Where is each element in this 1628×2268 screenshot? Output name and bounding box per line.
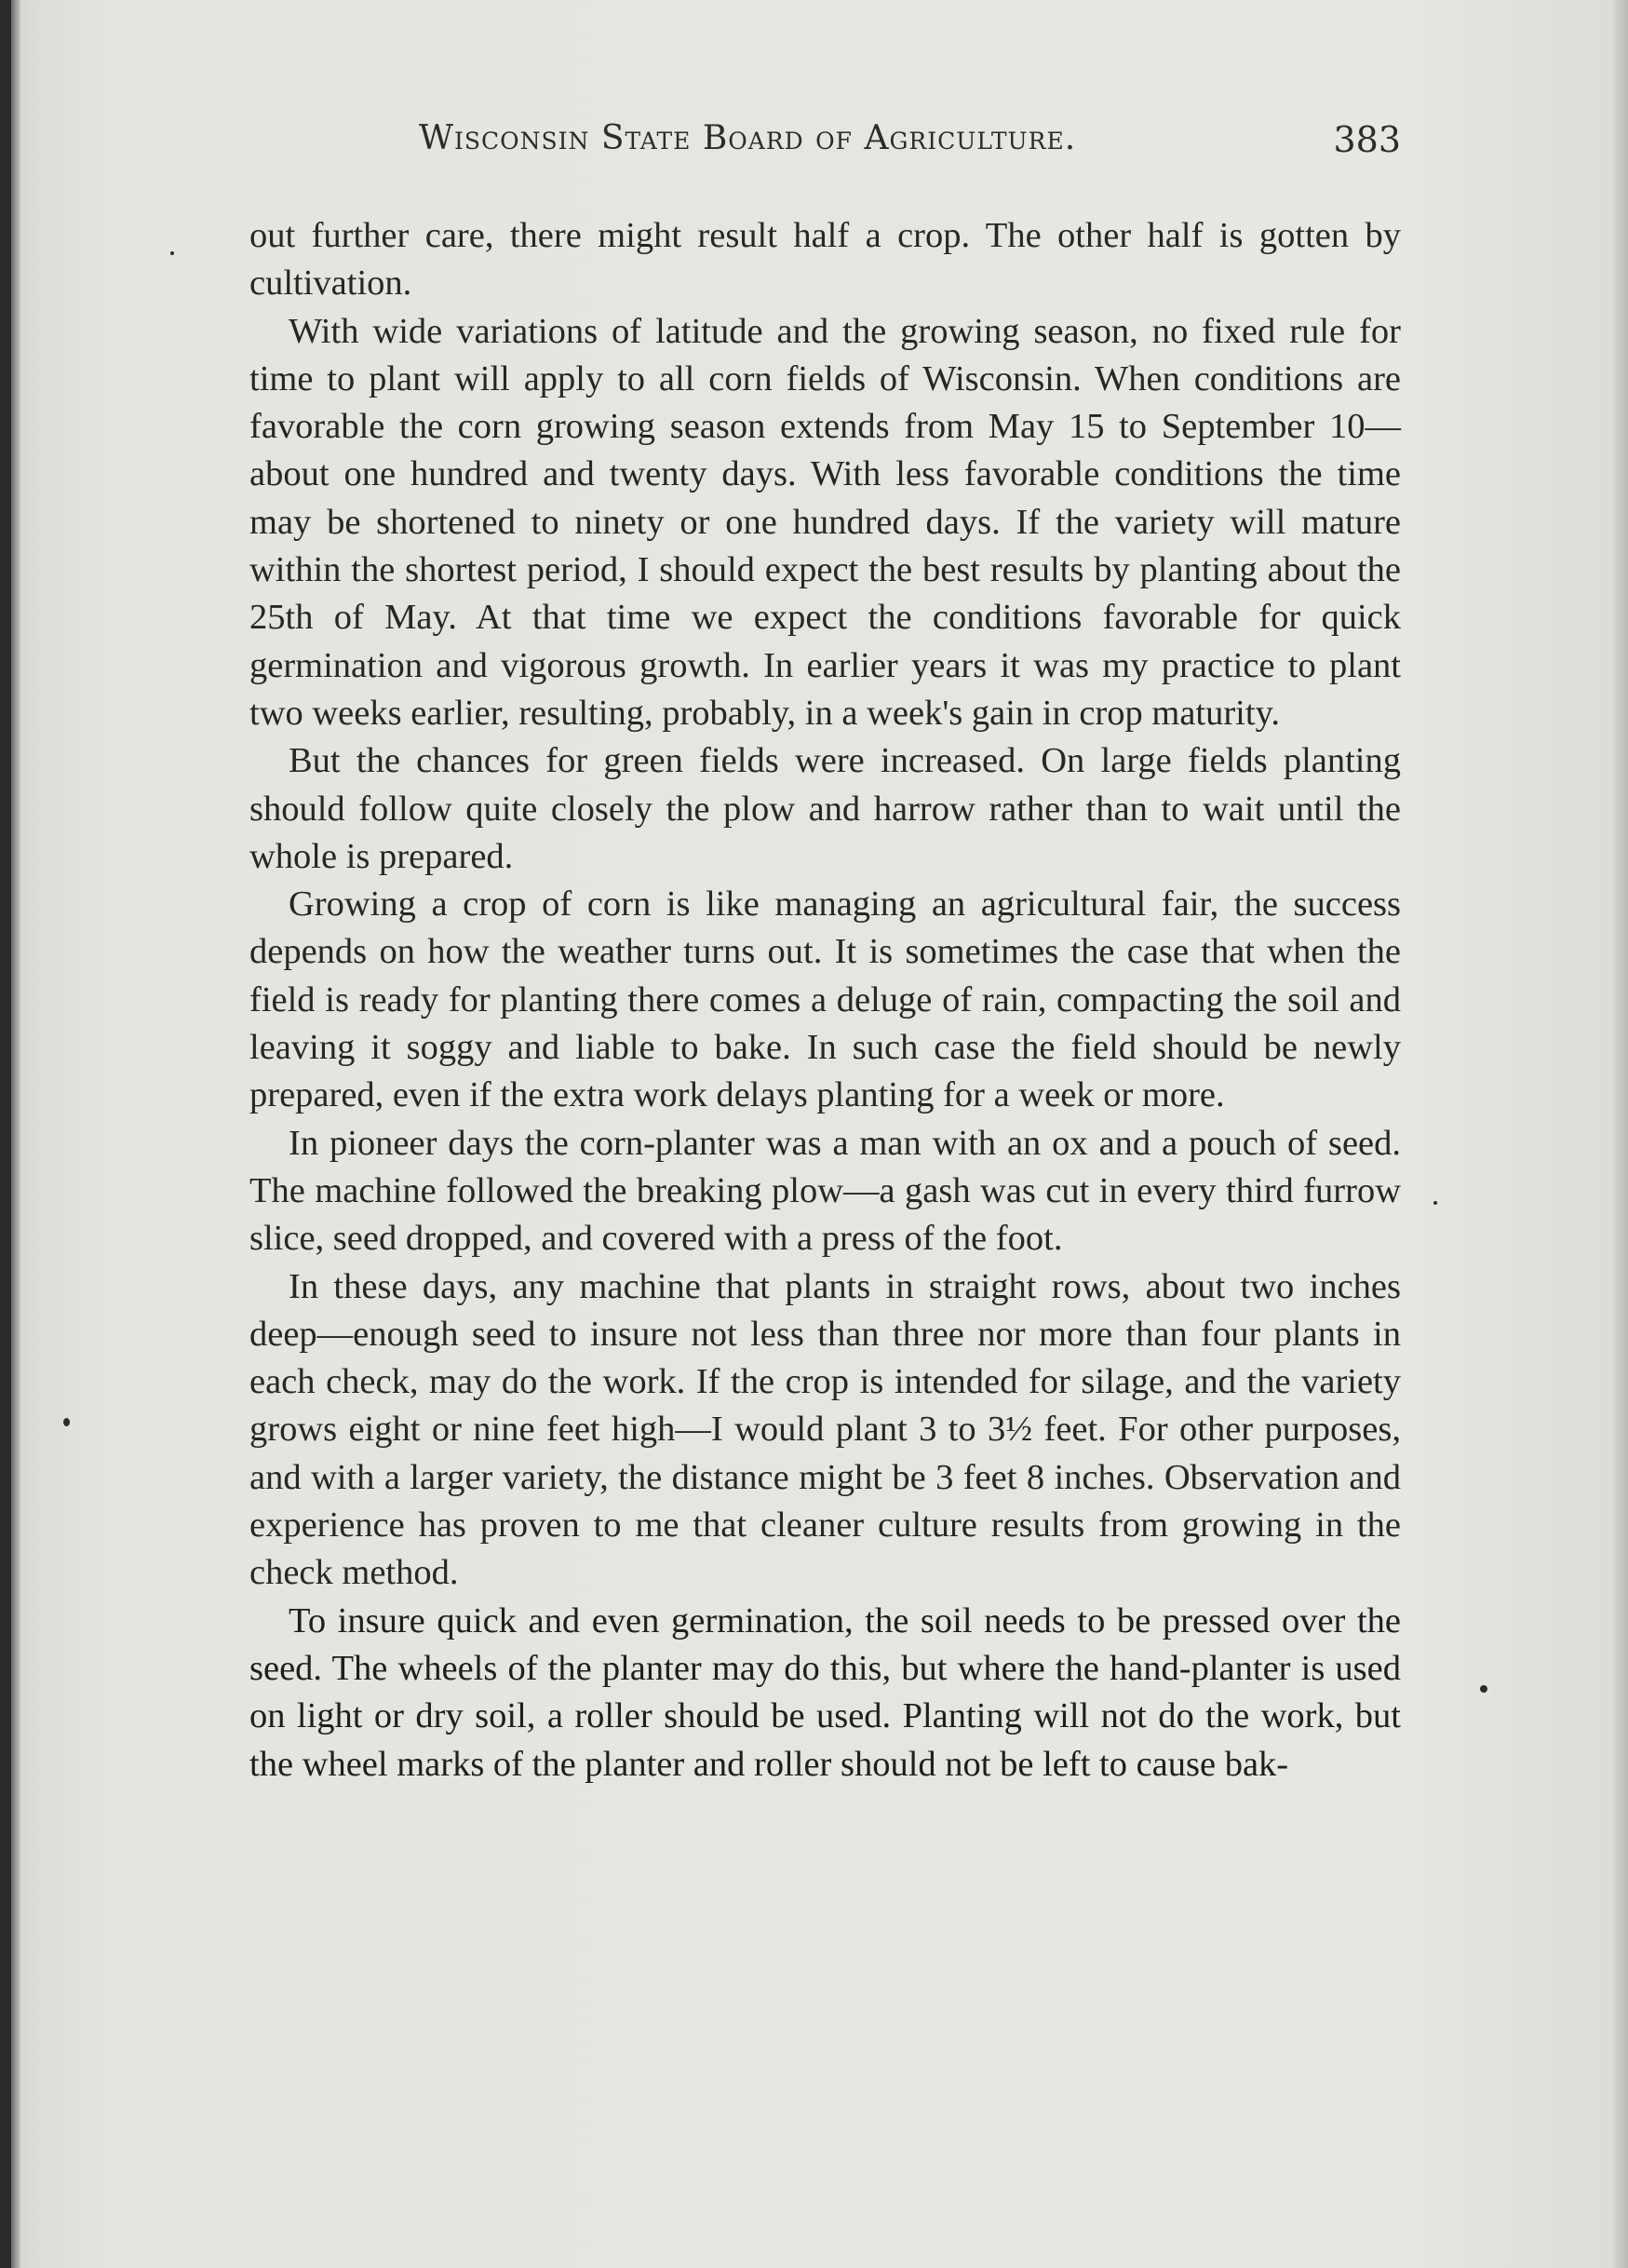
page-edge-shadow — [1611, 0, 1628, 2268]
body-text — [249, 212, 1401, 1789]
running-title: Wisconsin State Board of Agriculture. — [419, 119, 1077, 157]
book-binding-edge — [0, 0, 11, 2268]
ink-speck — [1433, 1201, 1437, 1205]
ink-speck — [170, 251, 174, 255]
ink-speck — [1480, 1685, 1487, 1693]
paragraph: But the chances for green fields were increased. On large fields planting should follow quite closely the plow and harrow rather than to wait until the whole is prepared. — [249, 741, 1401, 876]
page-header — [419, 119, 1401, 175]
paragraph-continuation: out further care, there might result half a crop. The other half is gotten by cultivation. — [249, 216, 1401, 304]
paragraph: In these days, any machine that plants in straight rows, about two inches deep—enough seed to insure not less than three nor more than four plants in each check, may do the work. If the crop is intended for silage, and the variety grows eight or nine feet high—I would plant 3 to 3½ feet. For other purposes, and with a larger variety, the distance might be 3 feet 8 inches. Observation and experience has proven to me that cleaner culture results from growing in the check method. — [249, 1266, 1401, 1593]
page-number: 383 — [1333, 119, 1401, 160]
paragraph: Growing a crop of corn is like managing an agricultural fair, the success depends on how the weather turns out. It is sometimes the case that when the field is ready for planting there comes a deluge of rain, compacting the soil and leaving it soggy and liable to bake. In such case the field should be newly prepared, even if the extra work delays planting for a week or more. — [249, 884, 1401, 1115]
binding-shadow — [11, 0, 20, 2268]
paragraph: In pioneer days the corn-planter was a man with an ox and a pouch of seed. The machine followed the breaking plow—a gash was cut in every third furrow slice, seed dropped, and covered with a press of the foot. — [249, 1123, 1401, 1259]
paragraph: To insure quick and even germination, the soil needs to be pressed over the seed. The wheels of the planter may do this, but where the hand-planter is used on light or dry soil, a roller should be used. Planting will not do the work, but the wheel marks of the planter and roller should not be left to cause bak- — [249, 1600, 1401, 1784]
ink-speck — [63, 1418, 70, 1426]
paragraph: With wide variations of latitude and the growing season, no fixed rule for time to plant will apply to all corn fields of Wisconsin. When conditions are favorable the corn growing season extends from May 15 to September 10—about one hundred and twenty days. With less favorable conditions the time may be shortened to ninety or one hundred days. If the variety will mature within the shortest period, I should expect the best results by planting about the 25th of May. At that time we expect the conditions favorable for quick germination and vigorous growth. In earlier years it was my practice to plant two weeks earlier, resulting, probably, in a week's gain in crop maturity. — [249, 311, 1401, 733]
